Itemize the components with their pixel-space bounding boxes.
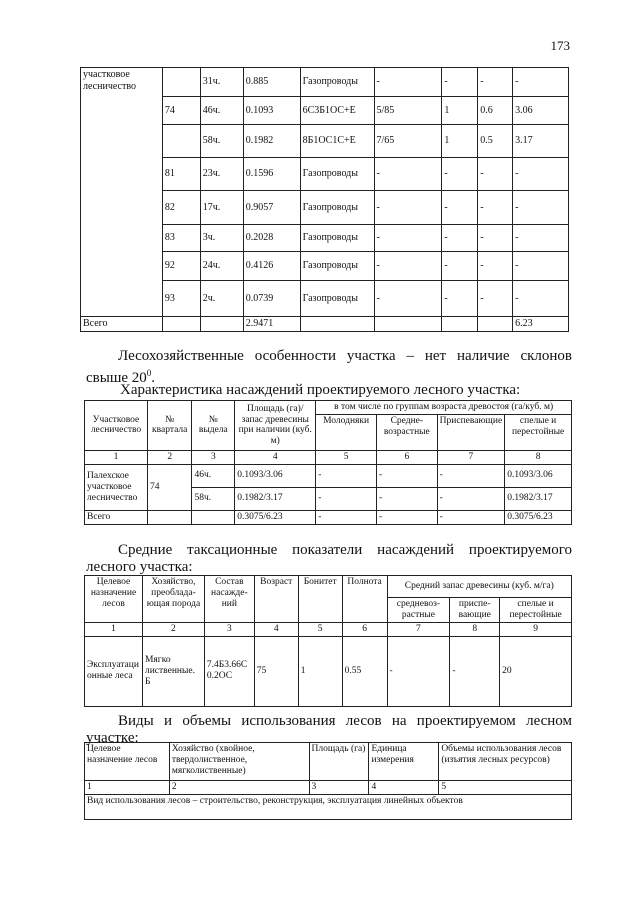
heading-forest-use: Виды и объемы использования лесов на проектируемом лесном участке: xyxy=(86,713,572,746)
table-row xyxy=(85,794,572,819)
table-cell: 0.55 xyxy=(342,636,387,706)
table-cell: 93 xyxy=(162,281,200,317)
table-cell: 6.23 xyxy=(513,317,569,332)
table-header-cell: Бонитет xyxy=(298,576,342,623)
table-cell: - xyxy=(437,487,505,510)
table-cell: 58ч. xyxy=(192,487,235,510)
table-4 xyxy=(84,742,572,820)
table-cell xyxy=(442,317,478,332)
table-cell: 92 xyxy=(162,252,200,281)
table-cell: Газопроводы xyxy=(300,68,374,97)
table-header-cell: спелые и перестойные xyxy=(505,414,572,450)
table-total-row xyxy=(81,317,569,332)
table-cell: - xyxy=(442,158,478,191)
table-cell: Мягко лиственные. Б xyxy=(142,636,204,706)
table-cell: Всего xyxy=(81,317,163,332)
table-cell: 3.17 xyxy=(513,125,569,158)
table-cell: 1 xyxy=(298,636,342,706)
table-cell: 2ч. xyxy=(200,281,243,317)
table-cell: 3 xyxy=(309,781,369,795)
table-cell: - xyxy=(478,252,513,281)
table-cell: 1 xyxy=(85,450,148,464)
paragraph-text: Лесохозяйственные особенности участка – нет наличие склонов свыше 20 xyxy=(86,348,572,386)
table-cell: 0.1982/3.17 xyxy=(235,487,316,510)
table-cell: - xyxy=(374,252,442,281)
table-cell: - xyxy=(513,281,569,317)
table-header-row xyxy=(85,743,572,781)
table-cell: 1 xyxy=(442,125,478,158)
table-cell: 5 xyxy=(439,781,572,795)
table-cell: 2 xyxy=(142,622,204,636)
table-cell: 75 xyxy=(254,636,298,706)
table-cell: 7 xyxy=(437,450,505,464)
table-header-row xyxy=(85,576,572,598)
table-header-cell: № выдела xyxy=(192,401,235,451)
table-cell xyxy=(300,317,374,332)
table-cell: 3ч. xyxy=(200,225,243,252)
table-cell: - xyxy=(374,225,442,252)
table-cell: 0.4126 xyxy=(243,252,300,281)
table-header-cell: Хозяйство, преоблада-ющая порода xyxy=(142,576,204,623)
table-cell: - xyxy=(442,225,478,252)
table-cell: 6 xyxy=(376,450,437,464)
table-cell: 1 xyxy=(85,622,143,636)
table-cell: - xyxy=(374,281,442,317)
table-cell: 0.1596 xyxy=(243,158,300,191)
table-cell: - xyxy=(374,191,442,225)
table-cell: Вид использования лесов – строительство, реконструкция, эксплуатация линейных объектов xyxy=(85,794,572,819)
table-cell: Газопроводы xyxy=(300,225,374,252)
table-cell: 0.1982 xyxy=(243,125,300,158)
table-cell: 0.6 xyxy=(478,97,513,125)
table-cell: - xyxy=(478,281,513,317)
table-cell: - xyxy=(442,252,478,281)
table-header-cell: спелые и перестойные xyxy=(500,598,572,623)
table-cell: - xyxy=(442,191,478,225)
table-header-cell: Площадь (га) xyxy=(309,743,369,781)
table-cell: Газопроводы xyxy=(300,281,374,317)
table-cell: 31ч. xyxy=(200,68,243,97)
table-header-row xyxy=(85,401,572,415)
table-cell: - xyxy=(376,464,437,487)
table-header-cell: Средне-возрастные xyxy=(376,414,437,450)
table-cell: 8 xyxy=(450,622,500,636)
table-cell: 0.3075/6.23 xyxy=(235,510,316,524)
table-cell: Газопроводы xyxy=(300,252,374,281)
table-cell: 2 xyxy=(147,450,191,464)
degree-sign: 0 xyxy=(146,368,152,378)
table-cell: 24ч. xyxy=(200,252,243,281)
table-cell: 1 xyxy=(85,781,170,795)
table-number-row xyxy=(85,622,572,636)
table-cell: 3.06 xyxy=(513,97,569,125)
table-cell: 46ч. xyxy=(200,97,243,125)
table-row xyxy=(81,68,569,97)
table-cell: - xyxy=(513,158,569,191)
heading-taxation-indicators: Средние таксационные показатели насаждений проектируемого лесного участка: xyxy=(86,542,572,575)
table-cell: 2 xyxy=(169,781,309,795)
table-cell: 46ч. xyxy=(192,464,235,487)
table-cell: 6 xyxy=(342,622,387,636)
table-cell: участковое лесничество xyxy=(81,68,163,317)
table-cell: - xyxy=(376,487,437,510)
table-cell: 81 xyxy=(162,158,200,191)
table-cell: - xyxy=(478,191,513,225)
table-cell: 23ч. xyxy=(200,158,243,191)
table-cell xyxy=(192,510,235,524)
table-cell: 0.885 xyxy=(243,68,300,97)
table-cell: 58ч. xyxy=(200,125,243,158)
table-header-cell: Единица измерения xyxy=(369,743,439,781)
table-1 xyxy=(80,67,569,332)
table-cell: - xyxy=(437,510,505,524)
table-cell: 7 xyxy=(387,622,450,636)
table-cell xyxy=(374,317,442,332)
heading-stand-characteristics: Характеристика насаждений проектируемого лесного участка: xyxy=(120,382,521,398)
table-cell: - xyxy=(316,487,377,510)
table-header-cell: Возраст xyxy=(254,576,298,623)
table-cell: 9 xyxy=(500,622,572,636)
table-cell: 4 xyxy=(369,781,439,795)
table-cell: 0.5 xyxy=(478,125,513,158)
table-header-cell: Хозяйство (хвойное, твердолиственное, мягколиственные) xyxy=(169,743,309,781)
table-cell: Газопроводы xyxy=(300,191,374,225)
paragraph-end: . xyxy=(151,370,156,386)
table-cell xyxy=(478,317,513,332)
table-cell: 4 xyxy=(254,622,298,636)
table-cell: - xyxy=(376,510,437,524)
table-3 xyxy=(84,575,572,707)
table-cell: - xyxy=(437,464,505,487)
table-cell: 8 xyxy=(505,450,572,464)
table-row xyxy=(85,464,572,487)
table-cell: - xyxy=(513,225,569,252)
table-2 xyxy=(84,400,572,525)
table-cell: 5 xyxy=(298,622,342,636)
table-cell: 2.9471 xyxy=(243,317,300,332)
table-cell: - xyxy=(450,636,500,706)
table-cell xyxy=(162,68,200,97)
table-cell: 8Б1ОС1С+Е xyxy=(300,125,374,158)
table-cell: 83 xyxy=(162,225,200,252)
table-cell: 7.4Б3.66С 0.2ОС xyxy=(204,636,254,706)
table-cell: - xyxy=(513,68,569,97)
table-number-row xyxy=(85,450,572,464)
table-cell xyxy=(200,317,243,332)
table-cell: 0.9057 xyxy=(243,191,300,225)
table-header-cell: Целевое назначение лесов xyxy=(85,743,170,781)
table-header-cell: Состав насажде-ний xyxy=(204,576,254,623)
table-cell: 0.1982/3.17 xyxy=(505,487,572,510)
table-cell: 74 xyxy=(147,464,191,510)
table-total-row xyxy=(85,510,572,524)
table-cell: - xyxy=(478,68,513,97)
table-cell: - xyxy=(316,464,377,487)
table-cell: 1 xyxy=(442,97,478,125)
table-cell: - xyxy=(513,191,569,225)
table-cell: 74 xyxy=(162,97,200,125)
table-cell xyxy=(147,510,191,524)
table-number-row xyxy=(85,781,572,795)
table-header-cell: Полнота xyxy=(342,576,387,623)
table-cell: 0.1093 xyxy=(243,97,300,125)
table-cell: 5 xyxy=(316,450,377,464)
table-cell: 20 xyxy=(500,636,572,706)
table-cell: Всего xyxy=(85,510,148,524)
table-header-cell: средневоз-растные xyxy=(387,598,450,623)
table-cell: - xyxy=(442,281,478,317)
table-cell: 5/85 xyxy=(374,97,442,125)
page-number: 173 xyxy=(550,38,570,53)
table-header-cell: в том числе по группам возраста древостоя (га/куб. м) xyxy=(316,401,572,415)
table-cell: - xyxy=(442,68,478,97)
table-cell: - xyxy=(374,68,442,97)
table-cell: - xyxy=(374,158,442,191)
table-cell: - xyxy=(478,225,513,252)
table-cell: - xyxy=(513,252,569,281)
table-cell: 3 xyxy=(192,450,235,464)
table-row xyxy=(85,636,572,706)
table-cell: 3 xyxy=(204,622,254,636)
table-header-cell: Участковое лесничество xyxy=(85,401,148,451)
table-cell: 0.1093/3.06 xyxy=(505,464,572,487)
table-cell: 82 xyxy=(162,191,200,225)
table-header-cell: Целевое назначение лесов xyxy=(85,576,143,623)
table-cell: 6С3Б1ОС+Е xyxy=(300,97,374,125)
table-header-cell: Приспевающие xyxy=(437,414,505,450)
table-cell: 0.1093/3.06 xyxy=(235,464,316,487)
table-header-cell: Объемы использования лесов (изъятия лесных ресурсов) xyxy=(439,743,572,781)
table-cell: 4 xyxy=(235,450,316,464)
table-header-cell: приспе-вающие xyxy=(450,598,500,623)
table-cell: - xyxy=(387,636,450,706)
table-cell: Газопроводы xyxy=(300,158,374,191)
table-cell: Палехское участковое лесничество xyxy=(85,464,148,510)
table-header-cell: № квартала xyxy=(147,401,191,451)
table-header-cell: Средний запас древесины (куб. м/га) xyxy=(387,576,571,598)
table-cell: 17ч. xyxy=(200,191,243,225)
table-header-cell: Площадь (га)/запас древесины при наличии (куб. м) xyxy=(235,401,316,451)
table-cell: - xyxy=(316,510,377,524)
table-cell xyxy=(162,125,200,158)
table-cell xyxy=(162,317,200,332)
table-cell: 0.2028 xyxy=(243,225,300,252)
table-cell: - xyxy=(478,158,513,191)
table-header-cell: Молодняки xyxy=(316,414,377,450)
table-cell: Эксплуатаци онные леса xyxy=(85,636,143,706)
table-cell: 7/65 xyxy=(374,125,442,158)
table-cell: 0.3075/6.23 xyxy=(505,510,572,524)
table-cell: 0.0739 xyxy=(243,281,300,317)
